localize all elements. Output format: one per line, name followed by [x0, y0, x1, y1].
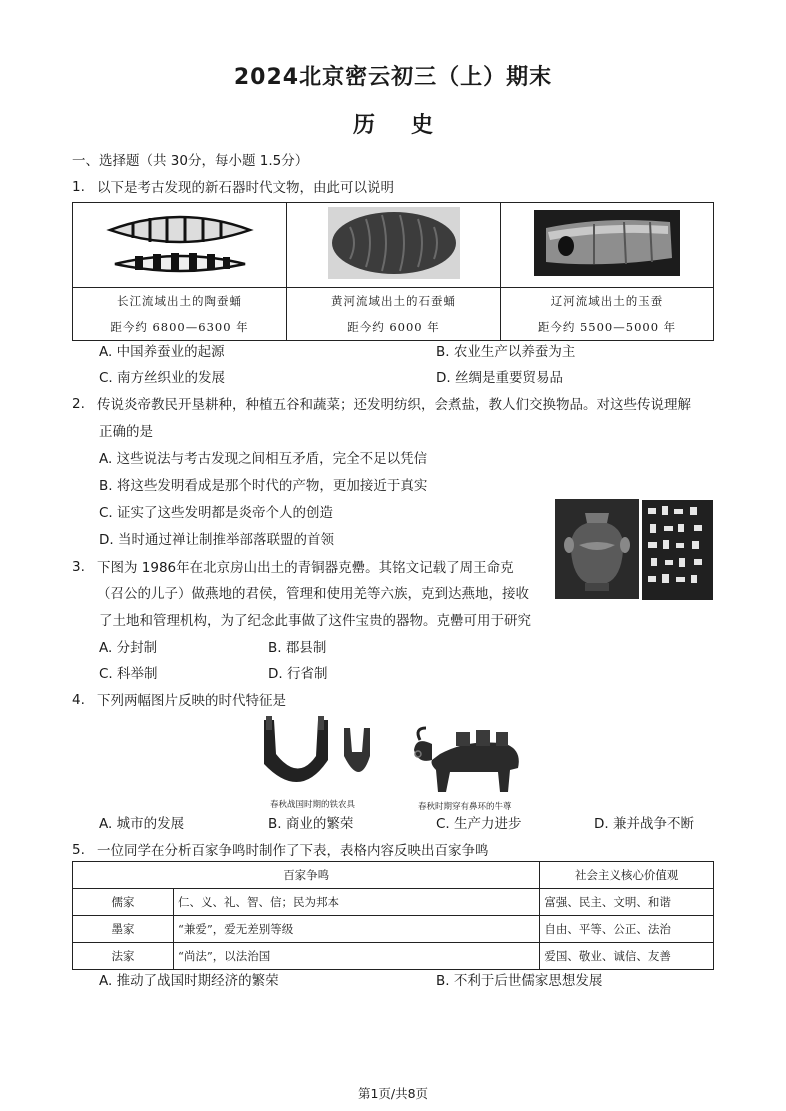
q2-option-b[interactable]: B. 将这些发明看成是那个时代的产物，更加接近于真实: [99, 478, 428, 494]
q3-option-d[interactable]: D. 行省制: [268, 666, 328, 682]
q5-option-b[interactable]: B. 不利于后世儒家思想发展: [436, 973, 603, 989]
section-heading: 一、选择题（共 30分，每小题 1.5分）: [72, 153, 309, 169]
table-cell: 儒家: [73, 889, 174, 916]
q2-option-c[interactable]: C. 证实了这些发明都是炎帝个人的创造: [99, 505, 334, 521]
q5-option-a[interactable]: A. 推动了战国时期经济的繁荣: [99, 973, 279, 989]
q2-number: 2.: [72, 396, 85, 412]
q5-table: [72, 861, 714, 970]
q3-stem-line1: 下图为 1986年在北京房山出土的青铜器克罍。其铭文记载了周王命克: [97, 560, 514, 576]
q1-stem: 以下是考古发现的新石器时代文物，由此可以说明: [97, 180, 394, 196]
q4-number: 4.: [72, 692, 85, 708]
q3-option-c[interactable]: C. 科举制: [99, 666, 158, 682]
pottery-silkworm-image: [73, 203, 287, 288]
table-cell: “兼爱”，爱无差别等级: [174, 916, 540, 943]
q3-option-a[interactable]: A. 分封制: [99, 640, 158, 656]
table-cell: 仁、义、礼、智、信；民为邦本: [174, 889, 540, 916]
inscription-rubbing-image: [642, 500, 713, 600]
q3-stem-line3: 了土地和管理机构，为了纪念此事做了这件宝贵的器物。克罍可用于研究: [99, 613, 531, 629]
page-footer: 第1页/共8页: [357, 1086, 429, 1101]
q2-option-d[interactable]: D. 当时通过禅让制推举部落联盟的首领: [99, 532, 334, 548]
table-cell: 爱国、敬业、诚信、友善: [540, 943, 714, 970]
q1-option-c[interactable]: C. 南方丝织业的发展: [99, 370, 226, 386]
q1-option-b[interactable]: B. 农业生产以养蚕为主: [436, 344, 576, 360]
q1-caption-1: 长江流域出土的陶蚕蛹 距今约 6800—6300 年: [73, 288, 287, 341]
q4-option-a[interactable]: A. 城市的发展: [99, 816, 185, 832]
q5-header-1: 百家争鸣: [73, 862, 540, 889]
q2-stem-line1: 传说炎帝教民开垦耕种，种植五谷和蔬菜；还发明纺织，会煮盐，教人们交换物品。对这些传说理解: [97, 397, 691, 413]
ox-zun-image: [410, 714, 526, 798]
q5-number: 5.: [72, 842, 85, 858]
subject-char-2: 史: [411, 113, 434, 138]
jade-silkworm-image: [501, 203, 714, 288]
iron-farm-tools-image: [258, 716, 398, 796]
table-row: [73, 916, 714, 943]
q4-option-d[interactable]: D. 兼并战争不断: [594, 816, 694, 832]
stone-silkworm-image: [287, 203, 501, 288]
q5-stem: 一位同学在分析百家争鸣时制作了下表，表格内容反映出百家争鸣: [97, 843, 489, 859]
q4-option-b[interactable]: B. 商业的繁荣: [268, 816, 354, 832]
q3-option-b[interactable]: B. 郡县制: [268, 640, 327, 656]
page-title: 2024北京密云初三（上）期末: [233, 65, 553, 90]
table-cell: “尚法”，以法治国: [174, 943, 540, 970]
q5-header-2: 社会主义核心价值观: [540, 862, 714, 889]
q3-stem-line2: （召公的儿子）做燕地的君侯，管理和使用羌等六族，克到达燕地，接收: [97, 586, 529, 602]
q1-option-a[interactable]: A. 中国养蚕业的起源: [99, 344, 225, 360]
table-row: [73, 889, 714, 916]
table-cell: 富强、民主、文明、和谐: [540, 889, 714, 916]
q4-caption-1: 春秋战国时期的铁农具: [270, 800, 356, 810]
q2-stem-line2: 正确的是: [99, 424, 153, 440]
table-cell: 墨家: [73, 916, 174, 943]
q3-number: 3.: [72, 559, 85, 575]
q4-option-c[interactable]: C. 生产力进步: [436, 816, 522, 832]
q4-caption-2: 春秋时期穿有鼻环的牛尊: [418, 802, 512, 812]
q1-caption-3: 辽河流域出土的玉蚕 距今约 5500—5000 年: [501, 288, 714, 341]
q1-artifact-table: [72, 202, 714, 341]
subject-title: [0, 108, 786, 139]
table-row: [73, 943, 714, 970]
bronze-vessel-image: [555, 499, 639, 599]
q1-caption-2: 黄河流域出土的石蚕蛹 距今约 6000 年: [287, 288, 501, 341]
q2-option-a[interactable]: A. 这些说法与考古发现之间相互矛盾，完全不足以凭信: [99, 451, 428, 467]
table-cell: 法家: [73, 943, 174, 970]
q4-stem: 下列两幅图片反映的时代特征是: [97, 693, 286, 709]
table-cell: 自由、平等、公正、法治: [540, 916, 714, 943]
subject-char-1: 历: [352, 113, 375, 138]
q1-option-d[interactable]: D. 丝绸是重要贸易品: [436, 370, 563, 386]
q1-number: 1.: [72, 179, 85, 195]
